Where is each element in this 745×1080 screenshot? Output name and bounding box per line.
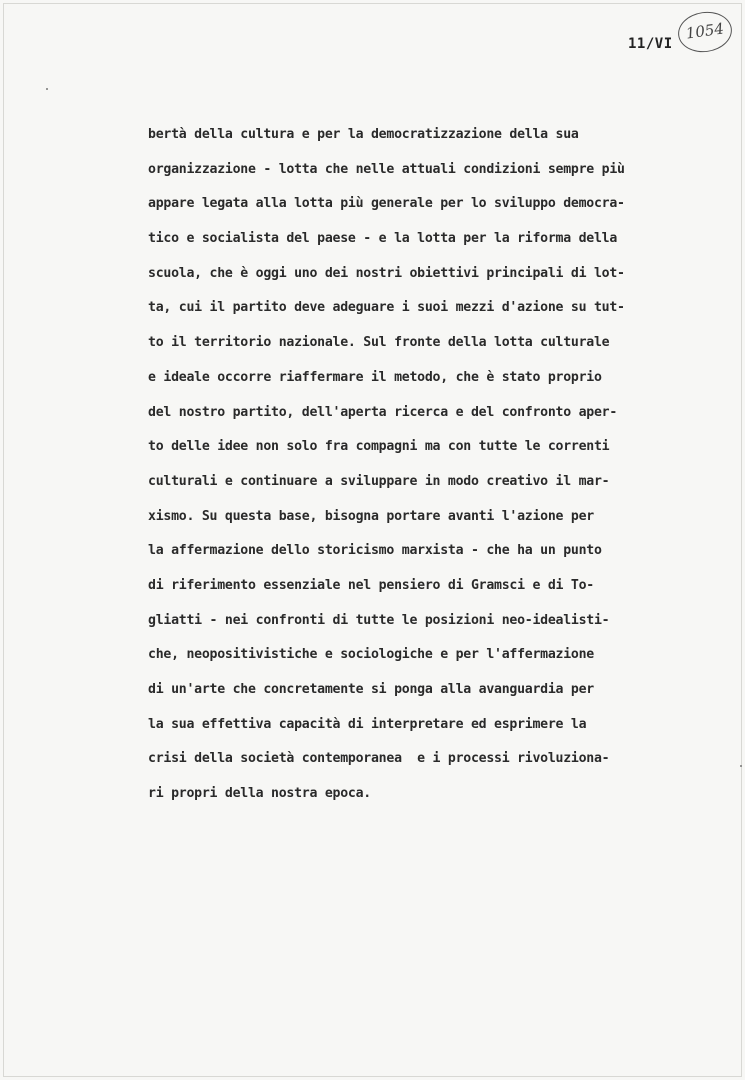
- text-line: appare legata alla lotta più generale per lo sviluppo democra-: [148, 196, 625, 212]
- text-line: to il territorio nazionale. Sul fronte della lotta culturale: [148, 335, 610, 351]
- text-line: tico e socialista del paese - e la lotta per la riforma della: [148, 231, 618, 247]
- text-line: la affermazione dello storicismo marxista - che ha un punto: [148, 543, 602, 559]
- text-line: xismo. Su questa base, bisogna portare avanti l'azione per: [148, 508, 594, 524]
- archive-stamp: 1054: [675, 8, 734, 55]
- text-line: la sua effettiva capacità di interpretare ed esprimere la: [148, 716, 587, 732]
- text-line: di un'arte che concretamente si ponga alla avanguardia per: [148, 682, 594, 697]
- text-line: bertà della cultura e per la democratizzazione della sua: [148, 127, 579, 142]
- text-line: ta, cui il partito deve adeguare i suoi mezzi d'azione su tut-: [148, 300, 625, 316]
- text-line: ri propri della nostra epoca.: [148, 786, 371, 802]
- text-line: scuola, che è oggi uno dei nostri obiettivi principali di lot-: [148, 265, 625, 281]
- paper-speck: [740, 765, 742, 767]
- paper-speck: [46, 88, 48, 90]
- text-line: to delle idee non solo fra compagni ma con tutte le correnti: [148, 439, 610, 455]
- text-line: culturali e continuare a sviluppare in modo creativo il mar-: [148, 473, 610, 489]
- page-number: 11/VI: [628, 36, 673, 52]
- text-line: che, neopositivistiche e sociologiche e per l'affermazione: [148, 647, 594, 663]
- text-line: e ideale occorre riaffermare il metodo, che è stato proprio: [148, 369, 602, 385]
- text-line: del nostro partito, dell'aperta ricerca e del confronto aper-: [148, 404, 618, 420]
- text-line: di riferimento essenziale nel pensiero di Gramsci e di To-: [148, 577, 594, 593]
- text-line: crisi della società contemporanea e i processi rivoluziona-: [148, 751, 610, 767]
- text-line: organizzazione - lotta che nelle attuali condizioni sempre più: [148, 161, 625, 177]
- text-line: gliatti - nei confronti di tutte le posizioni neo-idealisti-: [148, 612, 610, 628]
- body-text: [148, 118, 708, 812]
